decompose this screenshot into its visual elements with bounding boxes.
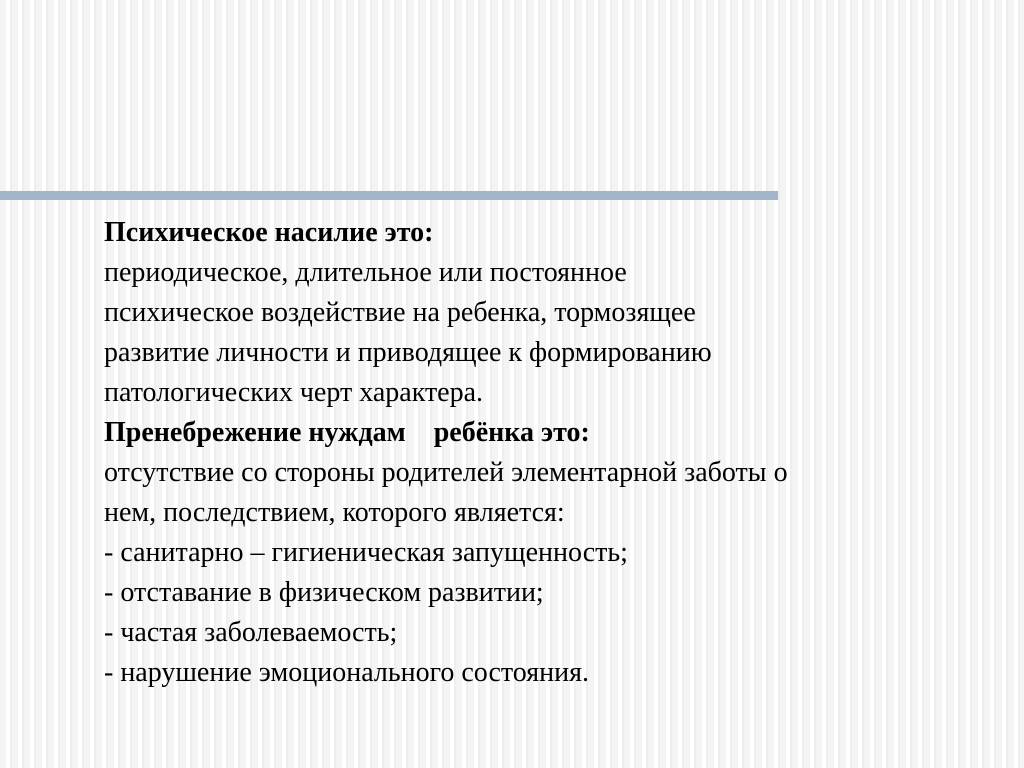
accent-rule bbox=[0, 191, 778, 200]
text-line: психическое воздействие на ребенка, тормозящее bbox=[104, 297, 696, 328]
heading-psychological-violence: Психическое насилие это: bbox=[104, 217, 434, 248]
text-line: отсутствие со стороны родителей элементарной заботы о bbox=[104, 457, 788, 488]
text-line: периодическое, длительное или постоянное bbox=[104, 257, 627, 288]
list-item: - отставание в физическом развитии; bbox=[104, 577, 544, 608]
list-item: - частая заболеваемость; bbox=[104, 617, 398, 648]
list-item: - нарушение эмоционального состояния. bbox=[104, 657, 589, 688]
heading-neglect: Пренебрежение нуждам ребёнка это: bbox=[104, 417, 590, 448]
text-line: патологических черт характера. bbox=[104, 377, 484, 408]
list-item: - санитарно – гигиеническая запущенность; bbox=[104, 537, 628, 568]
text-line: развитие личности и приводящее к формированию bbox=[104, 337, 712, 368]
text-line: нем, последствием, которого является: bbox=[104, 497, 565, 528]
